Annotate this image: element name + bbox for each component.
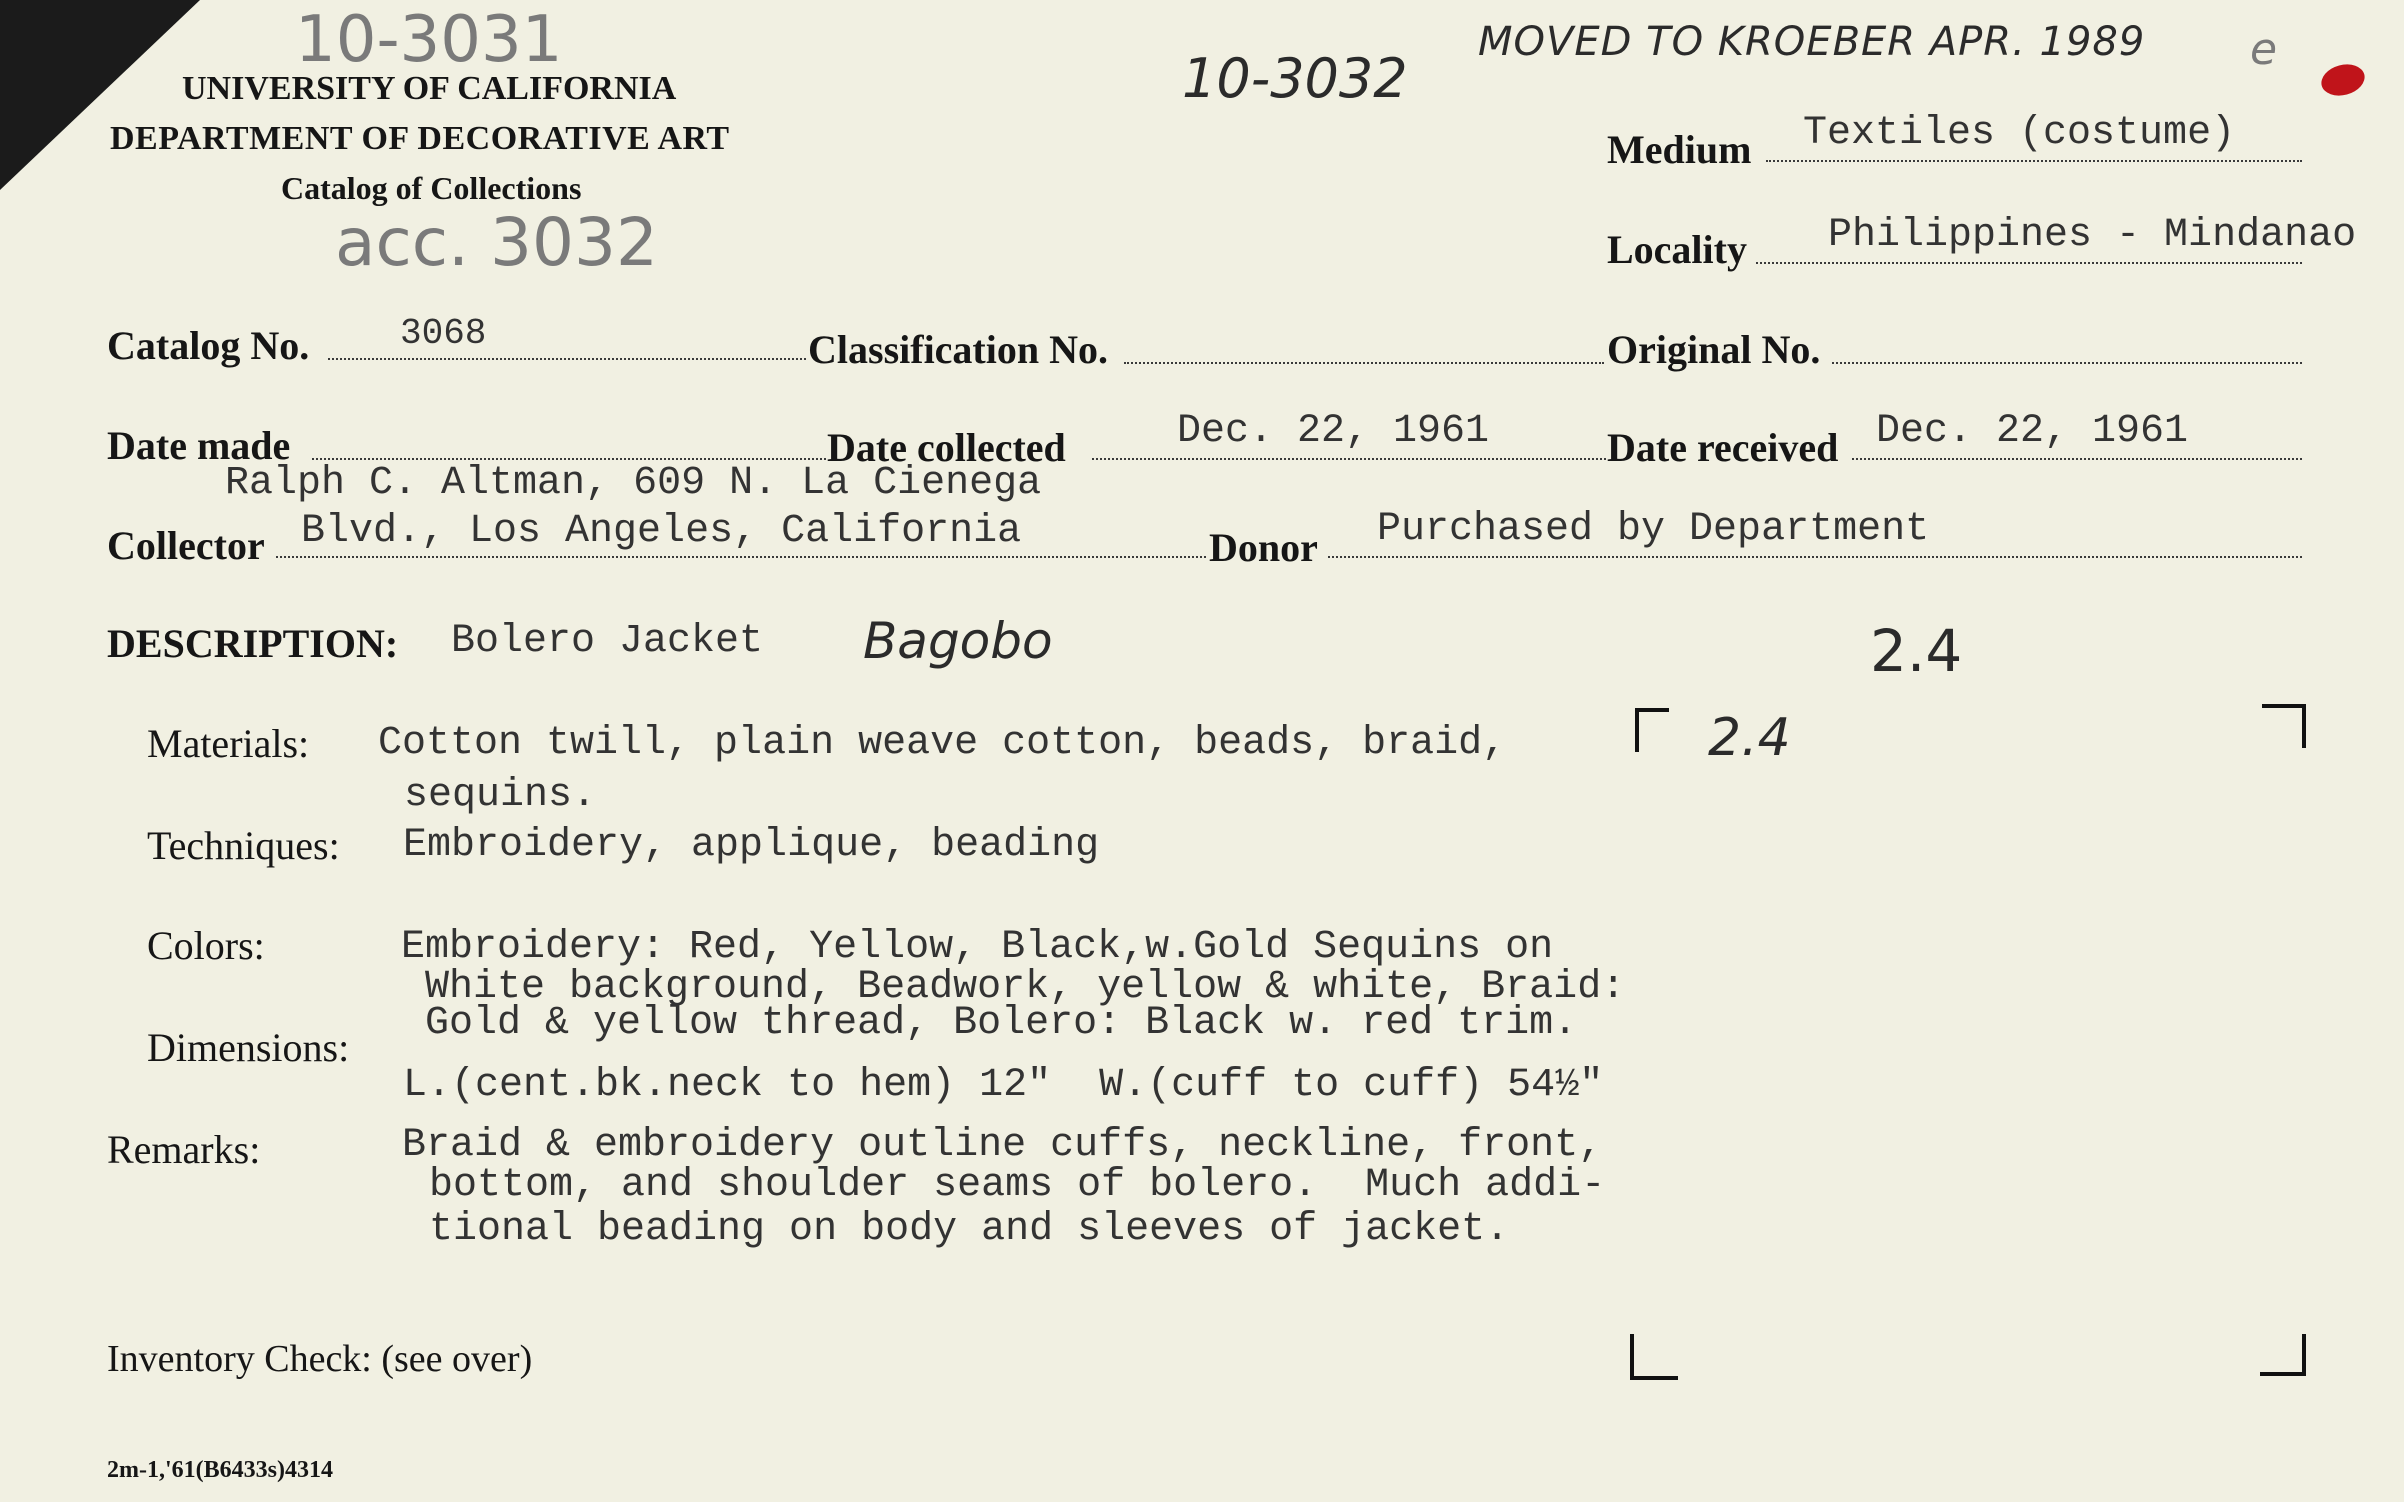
handwritten-move-note: MOVED TO KROEBER APR. 1989 xyxy=(1478,19,2146,65)
collector-line1: Ralph C. Altman, 609 N. La Cienega xyxy=(225,461,1042,506)
materials-line1: Cotton twill, plain weave cotton, beads, braid, xyxy=(378,721,1507,766)
handwritten-culture: Bagobo xyxy=(863,612,1053,670)
date-received-line xyxy=(1852,458,2302,460)
medium-label: Medium xyxy=(1607,127,1752,172)
catalog-title: Catalog of Collections xyxy=(281,170,582,206)
locality-line xyxy=(1756,262,2302,264)
description-value: Bolero Jacket xyxy=(451,619,764,664)
collector-label: Collector xyxy=(107,523,265,568)
remarks-line1: Braid & embroidery outline cuffs, neckline, front, xyxy=(402,1123,1603,1168)
donor-label: Donor xyxy=(1209,525,1318,570)
colors-line1: Embroidery: Red, Yellow, Black,w.Gold Sequins on xyxy=(401,925,1554,970)
materials-line2: sequins. xyxy=(404,773,597,818)
dimensions-label: Dimensions: xyxy=(147,1025,350,1070)
date-collected-line xyxy=(1092,458,1606,460)
original-no-label: Original No. xyxy=(1607,327,1821,372)
techniques-label: Techniques: xyxy=(147,823,340,868)
handwritten-second-number: 10-3032 xyxy=(1182,47,1408,110)
handwritten-location-code: 2.4 xyxy=(1870,617,1963,685)
remarks-label: Remarks: xyxy=(107,1127,261,1172)
donor-line xyxy=(1328,556,2302,558)
date-collected-label: Date collected xyxy=(827,425,1066,470)
card-corner-cut xyxy=(0,0,200,190)
collector-line2: Blvd., Los Angeles, California xyxy=(301,509,1022,554)
date-received-value: Dec. 22, 1961 xyxy=(1876,409,2189,454)
catalog-no-value: 3068 xyxy=(400,313,487,354)
materials-label: Materials: xyxy=(147,721,310,766)
collector-line xyxy=(276,556,1206,558)
handwritten-bracket-code: 2.4 xyxy=(1708,708,1791,768)
catalog-no-line xyxy=(328,358,806,360)
university-heading: UNIVERSITY OF CALIFORNIA xyxy=(182,70,677,107)
donor-value: Purchased by Department xyxy=(1377,507,1930,552)
department-heading: DEPARTMENT OF DECORATIVE ART xyxy=(110,120,730,157)
handwritten-accession: acc. 3032 xyxy=(335,204,658,281)
date-collected-value: Dec. 22, 1961 xyxy=(1177,409,1490,454)
description-label: DESCRIPTION: xyxy=(107,621,399,666)
classification-no-label: Classification No. xyxy=(808,327,1108,372)
handwritten-top-number: 10-3031 xyxy=(295,3,563,77)
date-made-label: Date made xyxy=(107,423,291,468)
inventory-check: Inventory Check: (see over) xyxy=(107,1338,533,1380)
date-received-label: Date received xyxy=(1607,425,1839,470)
red-ink-mark xyxy=(2318,60,2368,100)
locality-label: Locality xyxy=(1607,227,1747,272)
bracket-bottom-left xyxy=(1630,1334,1678,1380)
techniques-value: Embroidery, applique, beading xyxy=(403,823,1100,868)
colors-label: Colors: xyxy=(147,923,265,968)
bracket-top-left xyxy=(1635,708,1669,752)
bracket-bottom-right xyxy=(2260,1334,2306,1376)
colors-line3: Gold & yellow thread, Bolero: Black w. red trim. xyxy=(425,1001,1578,1046)
dimensions-value: L.(cent.bk.neck to hem) 12" W.(cuff to cuff) 54½" xyxy=(403,1063,1604,1108)
date-made-line xyxy=(312,458,826,460)
handwritten-initial: e xyxy=(2250,24,2278,75)
remarks-line2: bottom, and shoulder seams of bolero. Much addi- xyxy=(429,1163,1606,1208)
remarks-line3: tional beading on body and sleeves of jacket. xyxy=(429,1207,1510,1252)
classification-no-line xyxy=(1124,362,1604,364)
medium-line xyxy=(1766,160,2302,162)
print-code: 2m-1,'61(B6433s)4314 xyxy=(107,1457,333,1483)
catalog-no-label: Catalog No. xyxy=(107,323,310,368)
locality-value: Philippines - Mindanao xyxy=(1828,213,2357,258)
medium-value: Textiles (costume) xyxy=(1803,111,2236,156)
colors-line2: White background, Beadwork, yellow & white, Braid: xyxy=(425,965,1626,1010)
bracket-top-right xyxy=(2262,704,2306,748)
original-no-line xyxy=(1832,362,2302,364)
